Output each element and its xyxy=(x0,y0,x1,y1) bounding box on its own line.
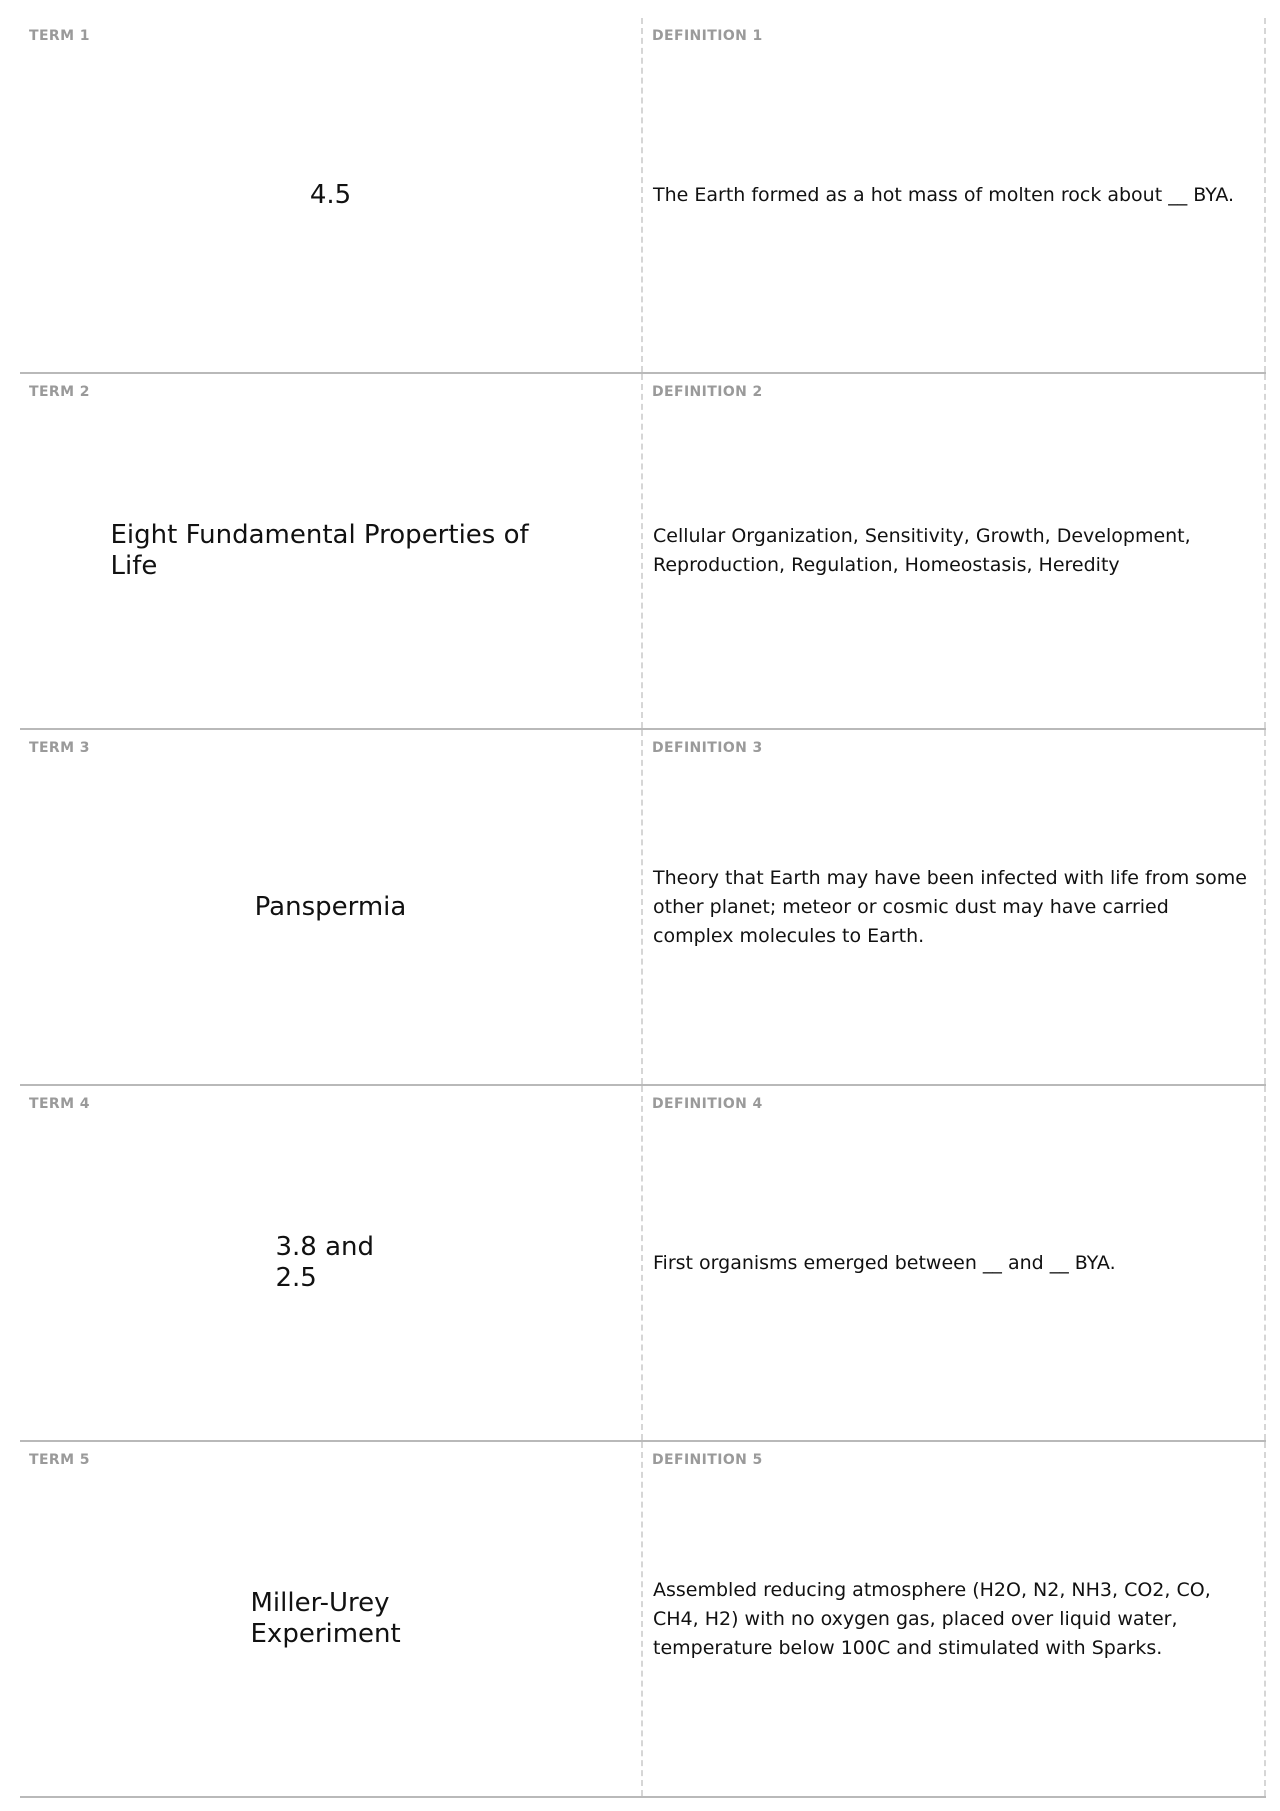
definition-cell xyxy=(643,1086,1266,1440)
term-cell xyxy=(20,18,643,372)
definition-label: DEFINITION 5 xyxy=(652,1452,763,1468)
definition-text: Cellular Organization, Sensitivity, Growth, Development, Reproduction, Regulation, Homeostasis, Heredity xyxy=(653,525,1191,576)
term-label: TERM 1 xyxy=(29,28,90,44)
flashcard-row xyxy=(20,374,1266,730)
term-text: 3.8 and 2.5 xyxy=(275,1232,375,1293)
flashcard-row xyxy=(20,1442,1266,1798)
definition-label: DEFINITION 3 xyxy=(652,740,763,756)
flashcard-row xyxy=(20,1086,1266,1442)
term-cell xyxy=(20,730,643,1084)
term-text: Eight Fundamental Properties of Life xyxy=(110,520,529,581)
definition-text: First organisms emerged between __ and __ BYA. xyxy=(653,1251,1116,1274)
term-cell xyxy=(20,1086,643,1440)
flashcard-row xyxy=(20,730,1266,1086)
term-text: 4.5 xyxy=(309,179,352,210)
definition-text: The Earth formed as a hot mass of molten rock about __ BYA. xyxy=(653,183,1235,206)
definition-cell xyxy=(643,730,1266,1084)
term-label: TERM 4 xyxy=(29,1096,90,1112)
definition-label: DEFINITION 4 xyxy=(652,1096,763,1112)
term-text: Miller-Urey Experiment xyxy=(250,1588,401,1649)
flashcard-sheet xyxy=(20,18,1266,1802)
definition-label: DEFINITION 2 xyxy=(652,384,763,400)
definition-text: Theory that Earth may have been infected with life from some other planet; meteor or cosmic dust may have carried complex molecules to Earth. xyxy=(653,866,1247,947)
definition-text: Assembled reducing atmosphere (H2O, N2, NH3, CO2, CO, CH4, H2) with no oxygen gas, placed over liquid water, temperature below 100C and stimulated with Sparks. xyxy=(653,1578,1211,1659)
term-cell xyxy=(20,374,643,728)
term-text: Panspermia xyxy=(254,891,407,922)
definition-cell xyxy=(643,18,1266,372)
definition-label: DEFINITION 1 xyxy=(652,28,763,44)
flashcard-row xyxy=(20,18,1266,374)
definition-cell xyxy=(643,374,1266,728)
term-label: TERM 3 xyxy=(29,740,90,756)
definition-cell xyxy=(643,1442,1266,1796)
term-cell xyxy=(20,1442,643,1796)
term-label: TERM 2 xyxy=(29,384,90,400)
term-label: TERM 5 xyxy=(29,1452,90,1468)
